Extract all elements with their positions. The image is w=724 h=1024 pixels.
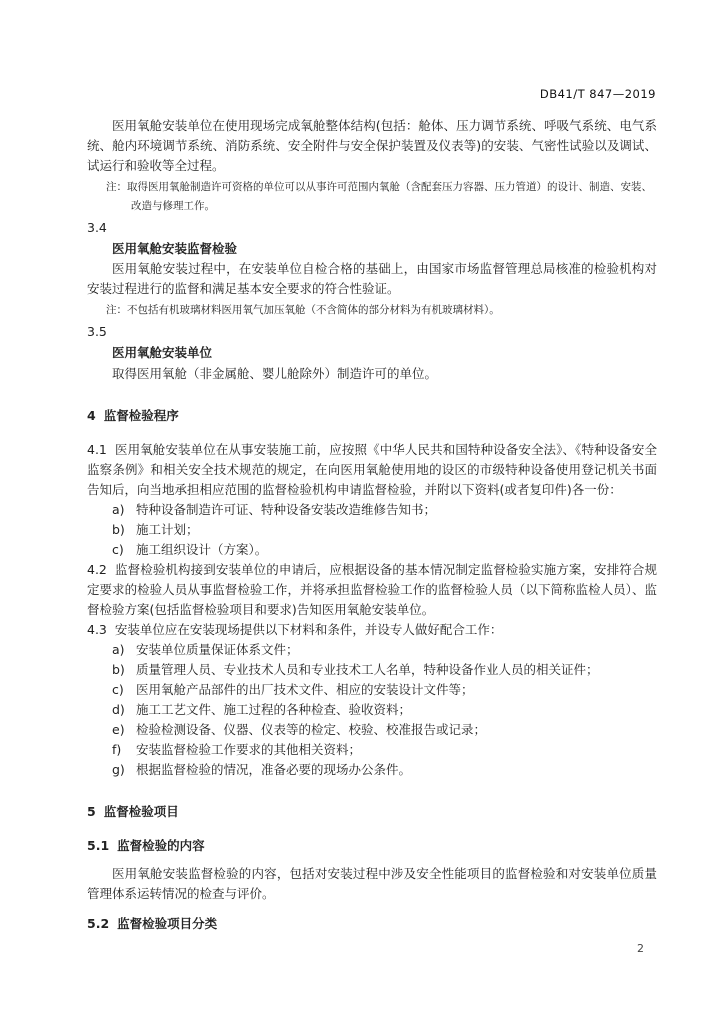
list-marker: a) [112,642,125,657]
list-marker: c) [112,682,124,697]
clause-4-3 [87,620,657,640]
section-4-number: 4 [87,408,96,423]
clause-4-1-text: 医用氧舱安装单位在从事安装施工前，应按照《中华人民共和国特种设备安全法》、《特种设备安全监察条例》和相关安全技术规范的规定，在向医用氧舱使用地的设区的市级特种设备使用登记机关书面告知后，向当地承担相应范围的监督检验机构申请监督检验，并附以下资料(或者复印件)各一份： [87,442,657,497]
clause-4-2-number: 4.2 [87,562,107,577]
list-item-text: 检验检测设备、仪器、仪表等的检定、校验、校准报告或记录； [136,722,487,737]
list-marker: b) [112,662,125,677]
intro-paragraph: 医用氧舱安装单位在使用现场完成氧舱整体结构(包括：舱体、压力调节系统、呼吸气系统、电气系统、舱内环境调节系统、消防系统、安全附件与安全保护装置及仪表等)的安装、气密性试验以及调试、试运行和验收等全过程。 [87,118,657,173]
list-item-text: 安装监督检验工作要求的其他相关资料； [136,742,362,757]
section-4-title: 监督检验程序 [103,408,179,423]
clause-4-3-number: 4.3 [87,622,107,637]
list-item [112,680,657,700]
list-item [112,740,657,760]
list-item-text: 医用氧舱产品部件的出厂技术文件、相应的安装设计文件等； [136,682,474,697]
clause-4-1-list [87,500,657,560]
clause-4-2 [87,560,657,620]
clause-4-3-list [87,640,657,780]
list-marker: a) [112,502,125,517]
list-item [112,720,657,740]
section-5-number: 5 [87,804,96,819]
section-5-2-heading [87,914,657,934]
section-3-5-definition: 取得医用氧舱（非金属舱、婴儿舱除外）制造许可的单位。 [112,366,438,381]
section-5-1-heading [87,836,657,856]
page-content [87,116,657,934]
list-item-text: 特种设备制造许可证、特种设备安装改造维修告知书； [136,502,437,517]
list-item-text: 根据监督检验的情况，准备必要的现场办公条件。 [136,762,412,777]
list-item [112,700,657,720]
clause-4-2-text: 监督检验机构接到安装单位的申请后，应根据设备的基本情况制定监督检验实施方案，安排符合规定要求的检验人员从事监督检验工作，并将承担监督检验工作的监督检验人员（以下简称监检人员）、监督检验方案(包括监督检验项目和要求)告知医用氧舱安装单位。 [87,562,657,617]
clause-4-1 [87,440,657,500]
section-5-2-number: 5.2 [87,916,110,931]
list-item [112,520,657,540]
clause-4-1-number: 4.1 [87,442,107,457]
list-marker: d) [112,702,125,717]
intro-note: 注：取得医用氧舱制造许可资格的单位可以从事许可范围内氧舱（含配套压力容器、压力管道）的设计、制造、安装、改造与修理工作。 [106,181,652,212]
section-5-1-title: 监督检验的内容 [117,838,205,853]
section-3-4-term: 医用氧舱安装监督检验 [112,241,238,256]
list-item [112,640,657,660]
list-item-text: 施工组织设计（方案）。 [136,542,268,557]
list-marker: c) [112,542,124,557]
list-item [112,540,657,560]
section-3-5-number: 3.5 [87,324,107,339]
list-marker: f) [112,742,122,757]
section-5-1-number: 5.1 [87,838,110,853]
section-5-title: 监督检验项目 [103,804,179,819]
section-5-heading [87,802,657,822]
section-3-4-definition: 医用氧舱安装过程中，在安装单位自检合格的基础上，由国家市场监督管理总局核准的检验机构对安装过程进行的监督和满足基本安全要求的符合性验证。 [87,261,657,296]
page-number: 2 [637,942,644,955]
list-marker: g) [112,762,125,777]
section-3-4-number: 3.4 [87,220,107,235]
list-item-text: 施工工艺文件、施工过程的各种检查、验收资料； [136,702,412,717]
list-marker: b) [112,522,125,537]
list-item-text: 施工计划； [136,522,199,537]
clause-4-3-text: 安装单位应在安装现场提供以下材料和条件，并设专人做好配合工作： [114,622,503,637]
list-marker: e) [112,722,125,737]
standard-code-header: DB41/T 847—2019 [539,87,656,101]
list-item [112,660,657,680]
section-3-5-term: 医用氧舱安装单位 [112,345,213,360]
list-item-text: 安装单位质量保证体系文件； [136,642,299,657]
list-item-text: 质量管理人员、专业技术人员和专业技术工人名单，特种设备作业人员的相关证件； [136,662,599,677]
section-4-heading [87,406,657,426]
section-5-2-title: 监督检验项目分类 [117,916,218,931]
section-5-1-text: 医用氧舱安装监督检验的内容，包括对安装过程中涉及安全性能项目的监督检验和对安装单位质量管理体系运转情况的检查与评价。 [87,866,657,901]
list-item [112,760,657,780]
list-item [112,500,657,520]
section-3-4-note: 注：不包括有机玻璃材料医用氧气加压氧舱（不含简体的部分材料为有机玻璃材料）。 [106,304,500,316]
